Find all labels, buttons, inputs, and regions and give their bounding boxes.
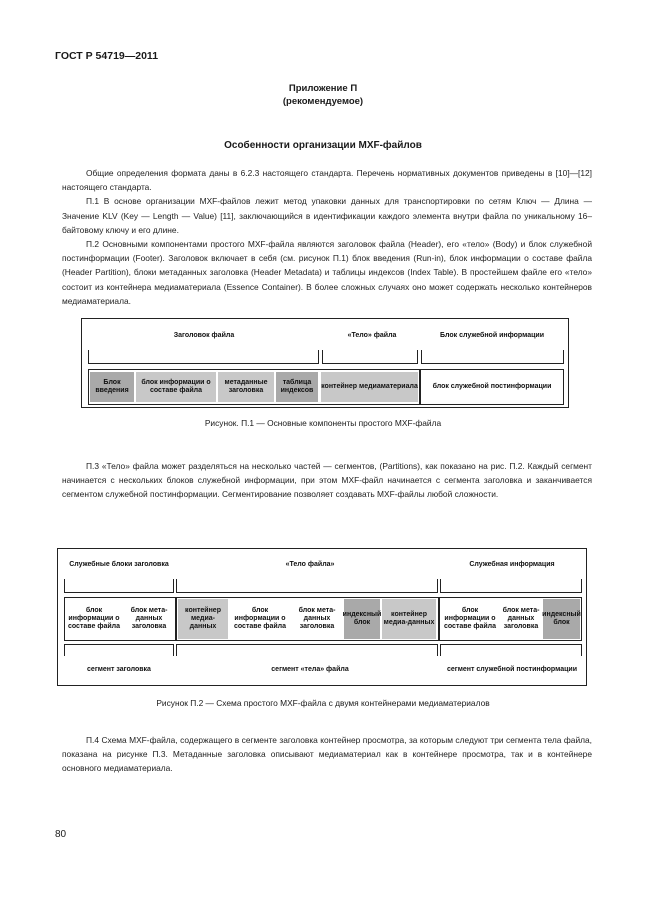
paragraph-4 [62, 733, 592, 776]
paragraph-3 [62, 459, 592, 502]
fig2-divider [438, 597, 440, 641]
fig2-block-metadata-1: блок мета-данных заголовка [130, 607, 168, 630]
fig2-body-segment-bracket [176, 644, 438, 656]
fig2-label-header: Служебные блоки заголовка [69, 561, 169, 568]
figure-1-diagram [81, 318, 569, 408]
fig1-block-index-table: таблица индексов [276, 372, 318, 402]
fig2-divider [175, 597, 177, 641]
fig2-footer-segment-bracket [440, 644, 582, 656]
fig2-bottom-label-header: сегмент заголовка [87, 666, 151, 673]
section-title: Особенности организации MXF-файлов [224, 140, 422, 151]
paragraph: Общие определения формата даны в 6.2.3 настоящего стандарта. Перечень нормативных документов приведены в [10]—[12] настоящего стандарта. [62, 168, 592, 193]
fig2-header-bracket [64, 579, 174, 593]
figure-2-diagram [57, 548, 587, 686]
intro-paragraphs [62, 166, 592, 308]
paragraph: П.4 Схема MXF-файла, содержащего в сегменте заголовка контейнер просмотра, за которым следуют три сегмента тела файла, показана на рисунке П.3. Метаданные заголовка описывают медиаматериал как в контейнере просмотра, так и в контейнере основного медиаматериала. [62, 735, 592, 774]
fig2-block-partition-2: блок информации о составе файла [233, 607, 286, 630]
fig2-block-index-2: индексный блок [543, 599, 580, 639]
appendix-heading [0, 82, 646, 108]
appendix-title: Приложение П [288, 83, 358, 94]
fig2-bottom-label-body: сегмент «тела» файла [271, 666, 349, 673]
figure-2-caption: Рисунок П.2 — Схема простого MXF-файла с двумя контейнерами медиаматериалов [156, 698, 490, 708]
paragraph: П.1 В основе организации MXF-файлов лежит метод упаковки данных для транспортировки по сетям Ключ — Длина — Значение KLV (Key — Length — Value) [11], заключающийся в идентификации каждого элемента внутри файла по уникальному 16–байтовому ключу и его длине. [62, 196, 592, 235]
fig2-body-bracket [176, 579, 438, 593]
paragraph: П.3 «Тело» файла может разделяться на несколько частей — сегментов, (Partitions), как показано на рис. П.2. Каждый сегмент начинается с нескольких блоков служебной информации, при этом MXF-файл начинается с сегмента заголовка и заканчивается сегментом служебной постинформации. Сегментирование позволяет создавать MXF-файлы любой сложности. [62, 461, 592, 500]
fig1-block-runin: Блок введения [90, 372, 134, 402]
paragraph: П.2 Основными компонентами простого MXF-файла являются заголовок файла (Header), его «тело» (Body) и блок служебной постинформации (Footer). Заголовок включает в себя (см. рисунок П.1) блок введения (Run-in), блок информации о составе файла (Header Partition), блоки метаданных заголовка (Header Metadata) и таблицы индексов (Index Table). В простейшем файле его «тело» состоит из контейнера медиаматериала (Essence Container). В более сложных случаях оно может содержать несколько контейнеров медиаматериала. [62, 239, 592, 306]
fig1-label-header: Заголовок файла [173, 332, 235, 339]
fig2-block-index-1: индексный блок [344, 599, 380, 639]
appendix-subtitle: (рекомендуемое) [282, 96, 364, 107]
fig1-block-footer: блок служебной постинформации [432, 383, 552, 390]
fig2-block-partition-1: блок информации о составе файла [67, 607, 120, 630]
fig2-footer-bracket [440, 579, 582, 593]
fig1-label-footer: Блок служебной информации [440, 332, 544, 339]
fig1-label-body: «Тело» файла [347, 332, 397, 339]
fig1-block-essence-container: контейнер медиаматериала [321, 372, 418, 402]
fig1-header-bracket [88, 350, 319, 364]
fig2-block-essence-1: контейнер медиа-данных [178, 599, 228, 639]
page-number: 80 [55, 829, 67, 840]
figure-1-caption: Рисунок. П.1 — Основные компоненты простого MXF-файла [204, 418, 442, 428]
fig2-block-partition-3: блок информации о составе файла [443, 607, 496, 630]
fig1-body-bracket [322, 350, 418, 364]
fig2-block-metadata-3: блок мета-данных заголовка [502, 607, 540, 630]
fig2-block-essence-2: контейнер медиа-данных [382, 599, 436, 639]
fig2-block-metadata-2: блок мета-данных заголовка [298, 607, 336, 630]
document-header: ГОСТ Р 54719—2011 [55, 50, 159, 62]
fig1-divider [419, 369, 421, 405]
fig1-block-header-metadata: метаданные заголовка [218, 372, 274, 402]
fig2-header-segment-bracket [64, 644, 174, 656]
fig2-label-body: «Тело файла» [285, 561, 335, 568]
fig1-block-header-partition: блок информации о составе файла [136, 372, 216, 402]
fig1-footer-bracket [421, 350, 564, 364]
fig2-label-footer: Служебная информация [469, 561, 555, 568]
fig2-bottom-label-footer: сегмент служебной постинформации [447, 666, 577, 673]
